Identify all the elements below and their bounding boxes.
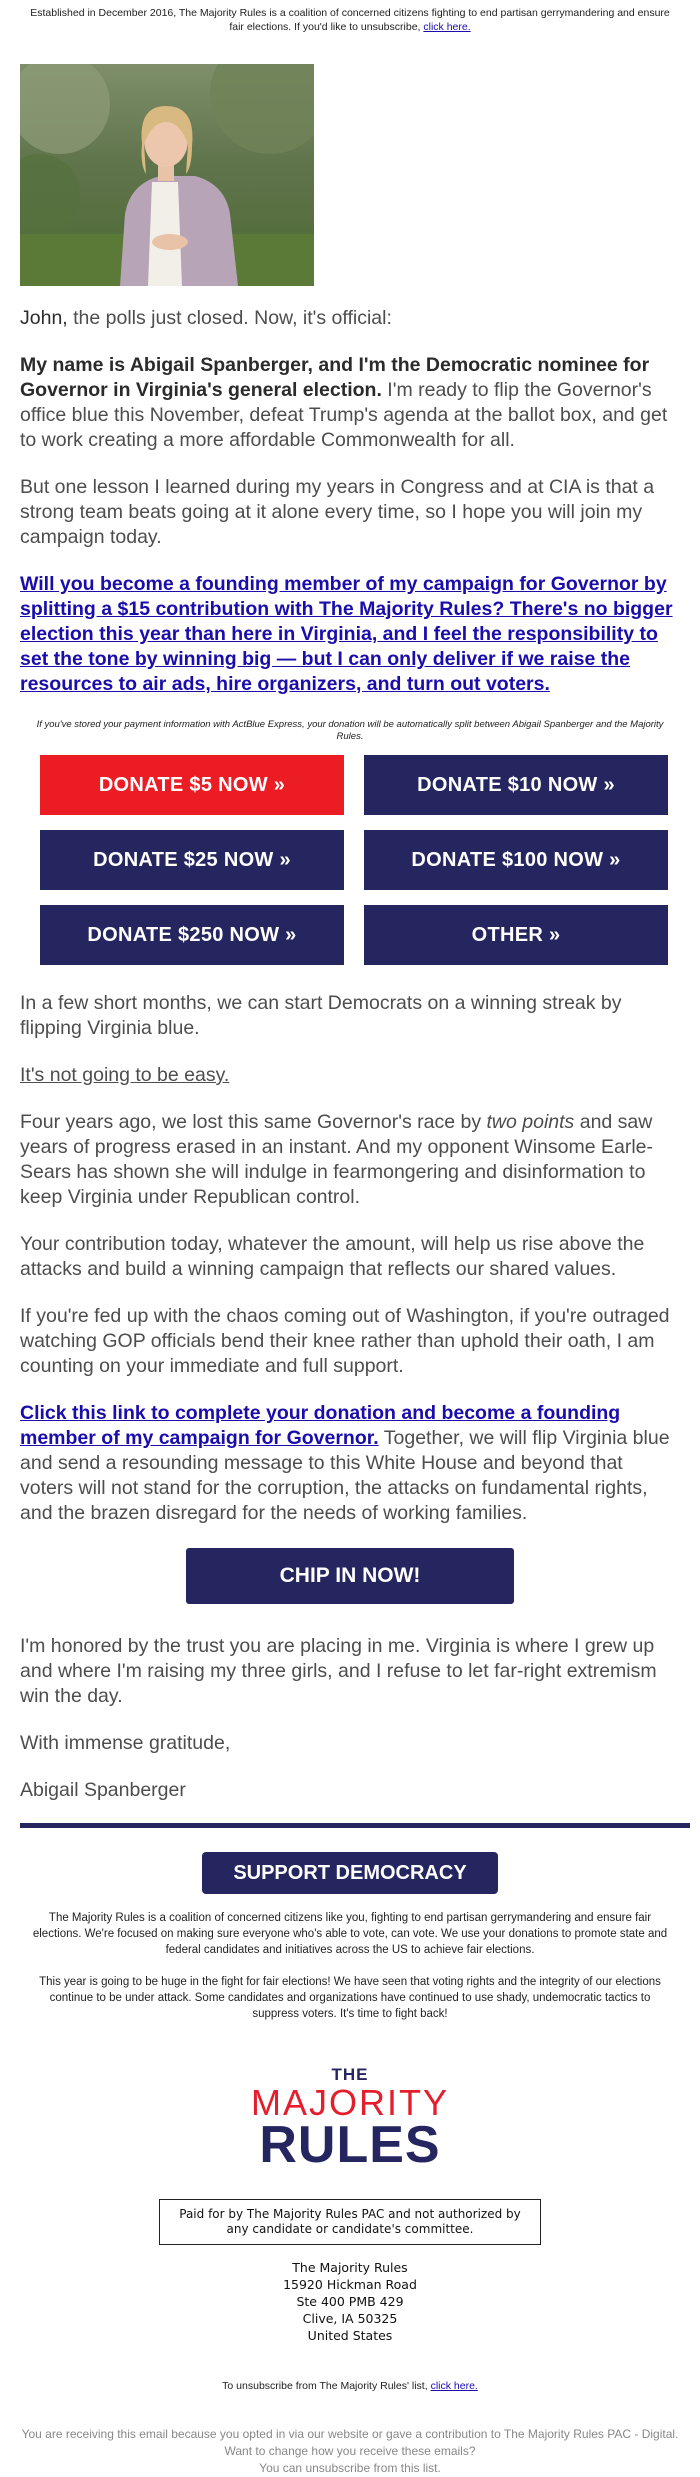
mailing-address xyxy=(0,2259,700,2344)
paragraph-complete-donation xyxy=(20,1401,680,1526)
paragraph-winning-streak: In a few short months, we can start Democrats on a winning streak by flipping Virginia blue. xyxy=(20,992,622,1039)
preheader-text: Established in December 2016, The Majority Rules is a coalition of concerned citizens fighting to end partisan gerrymandering and ensure fair elections. If you'd like to unsubscribe, xyxy=(30,7,670,33)
gray-footer-line[interactable]: You can unsubscribe from this list. xyxy=(259,2461,441,2475)
intro-text: the polls just closed. Now, it's official: xyxy=(67,307,392,329)
donate-100-button[interactable]: DONATE $100 NOW » xyxy=(364,830,668,890)
closing-line: With immense gratitude, xyxy=(20,1732,231,1754)
unsubscribe-text: To unsubscribe from The Majority Rules' list, xyxy=(222,2380,428,2392)
candidate-photo xyxy=(20,64,314,286)
gray-footer-line[interactable]: Want to change how you receive these emails? xyxy=(224,2444,476,2458)
letter-closing xyxy=(0,1634,700,1803)
paragraph-founding-member xyxy=(20,572,680,697)
footer-divider xyxy=(20,1823,690,1828)
recipient-name: John, xyxy=(20,307,68,329)
intro-paragraph xyxy=(20,306,680,331)
nominee-bold-text: My name is Abigail Spanberger, and I'm the Democratic nominee for Governor in Virginia's general election. xyxy=(20,354,650,401)
support-wrapper xyxy=(0,1852,700,1894)
donate-10-button[interactable]: DONATE $10 NOW » xyxy=(364,755,668,815)
gray-footer-line: You are receiving this email because you opted in via our website or gave a contribution to The Majority Rules PAC - Digital. xyxy=(21,2427,679,2441)
paragraph-four-years xyxy=(20,1110,680,1210)
address-line: United States xyxy=(307,2328,393,2343)
donate-button-grid xyxy=(0,755,700,965)
unsubscribe-link[interactable]: click here. xyxy=(430,2380,478,2392)
founding-member-link[interactable]: Will you become a founding member of my campaign for Governor by splitting a $15 contribution with The Majority Rules? There's no bigger election this year than here in Virginia, and I feel the responsibility to set the tone by winning big — but I can only deliver if we raise the resources to air ads, hire organizers, and turn out voters. xyxy=(20,573,673,695)
nominee-rest-text: I'm ready to flip the Governor's office blue this November, defeat Trump's agenda at the ballot box, and get to work creating a more affordable Commonwealth for all. xyxy=(20,379,668,451)
donate-250-button[interactable]: DONATE $250 NOW » xyxy=(40,905,344,965)
address-line: The Majority Rules xyxy=(292,2260,408,2275)
complete-donation-link[interactable]: Click this link to complete your donation and become a founding member of my campaign for Governor. xyxy=(20,1402,621,1449)
logo-the: THE xyxy=(331,2065,369,2084)
complete-donation-rest: Together, we will flip Virginia blue and send a resounding message to this White House and beyond that voters will not stand for the corruption, the attacks on fundamental rights, and the brazen disregard for the needs of working families. xyxy=(20,1427,670,1524)
chip-in-button[interactable]: CHIP IN NOW! xyxy=(186,1548,514,1604)
candidate-photo-image xyxy=(20,64,314,286)
letter-body-continued xyxy=(0,991,700,1526)
address-line: 15920 Hickman Road xyxy=(283,2277,417,2292)
letter-body xyxy=(0,306,700,697)
preheader-unsubscribe-link[interactable]: click here. xyxy=(423,21,471,33)
paragraph-fed-up: If you're fed up with the chaos coming out of Washington, if you're outraged watching GOP officials bend their knee rather than uphold their oath, I am counting on your immediate and full support. xyxy=(20,1305,670,1377)
paragraph-not-easy xyxy=(20,1063,680,1088)
footer-about: The Majority Rules is a coalition of concerned citizens like you, fighting to end partisan gerrymandering and ensure fair elections. We're focused on making sure everyone who's able to vote, can vote. We use your donations to promote state and federal candidates and initiatives across the US to achieve fair elections. xyxy=(32,1912,668,1956)
address-line: Clive, IA 50325 xyxy=(302,2311,398,2326)
four-years-text-b: and saw years of progress erased in an instant. And my opponent Winsome Earle-Sears has shown she will indulge in fearmongering and disinformation to keep Virginia under Republican control. xyxy=(20,1111,653,1208)
address-line: Ste 400 PMB 429 xyxy=(296,2294,404,2309)
cta-wrapper xyxy=(0,1548,700,1604)
footer-fight-back: This year is going to be huge in the fight for fair elections! We have seen that voting rights and the integrity of our elections continue to be under attack. Some candidates and organizations have continued to use shady, undemocratic tactics to suppress voters. It's time to fight back! xyxy=(39,1976,661,2020)
unsubscribe-line xyxy=(0,2380,700,2392)
majority-rules-logo xyxy=(0,2065,700,2174)
logo-rules: RULES xyxy=(259,2116,441,2174)
four-years-text-a: Four years ago, we lost this same Governor's race by xyxy=(20,1111,487,1133)
logo-majority: MAJORITY xyxy=(250,2082,449,2123)
paid-for-disclaimer: Paid for by The Majority Rules PAC and not authorized by any candidate or candidate's committee. xyxy=(159,2199,541,2245)
donate-25-button[interactable]: DONATE $25 NOW » xyxy=(40,830,344,890)
preheader xyxy=(0,0,700,34)
not-easy-text: It's not going to be easy. xyxy=(20,1064,230,1086)
donate-other-button[interactable]: OTHER » xyxy=(364,905,668,965)
gray-footer xyxy=(0,2426,700,2477)
paragraph-honored: I'm honored by the trust you are placing in me. Virginia is where I grew up and where I'm raising my three girls, and I refuse to let far-right extremism win the day. xyxy=(20,1635,657,1707)
paragraph-contribution: Your contribution today, whatever the amount, will help us rise above the attacks and build a winning campaign that reflects our shared values. xyxy=(20,1233,645,1280)
paragraph-nominee xyxy=(20,353,680,453)
two-points-text: two points xyxy=(486,1111,575,1133)
paragraph-team: But one lesson I learned during my years in Congress and at CIA is that a strong team beats going at it alone every time, so I hope you will join my campaign today. xyxy=(20,476,655,548)
signature: Abigail Spanberger xyxy=(20,1779,186,1801)
support-democracy-button[interactable]: SUPPORT DEMOCRACY xyxy=(202,1852,498,1894)
donate-5-button[interactable]: DONATE $5 NOW » xyxy=(40,755,344,815)
actblue-express-note: If you've stored your payment information with ActBlue Express, your donation will be automatically split between Abigail Spanberger and the Majority Rules. xyxy=(36,719,664,742)
